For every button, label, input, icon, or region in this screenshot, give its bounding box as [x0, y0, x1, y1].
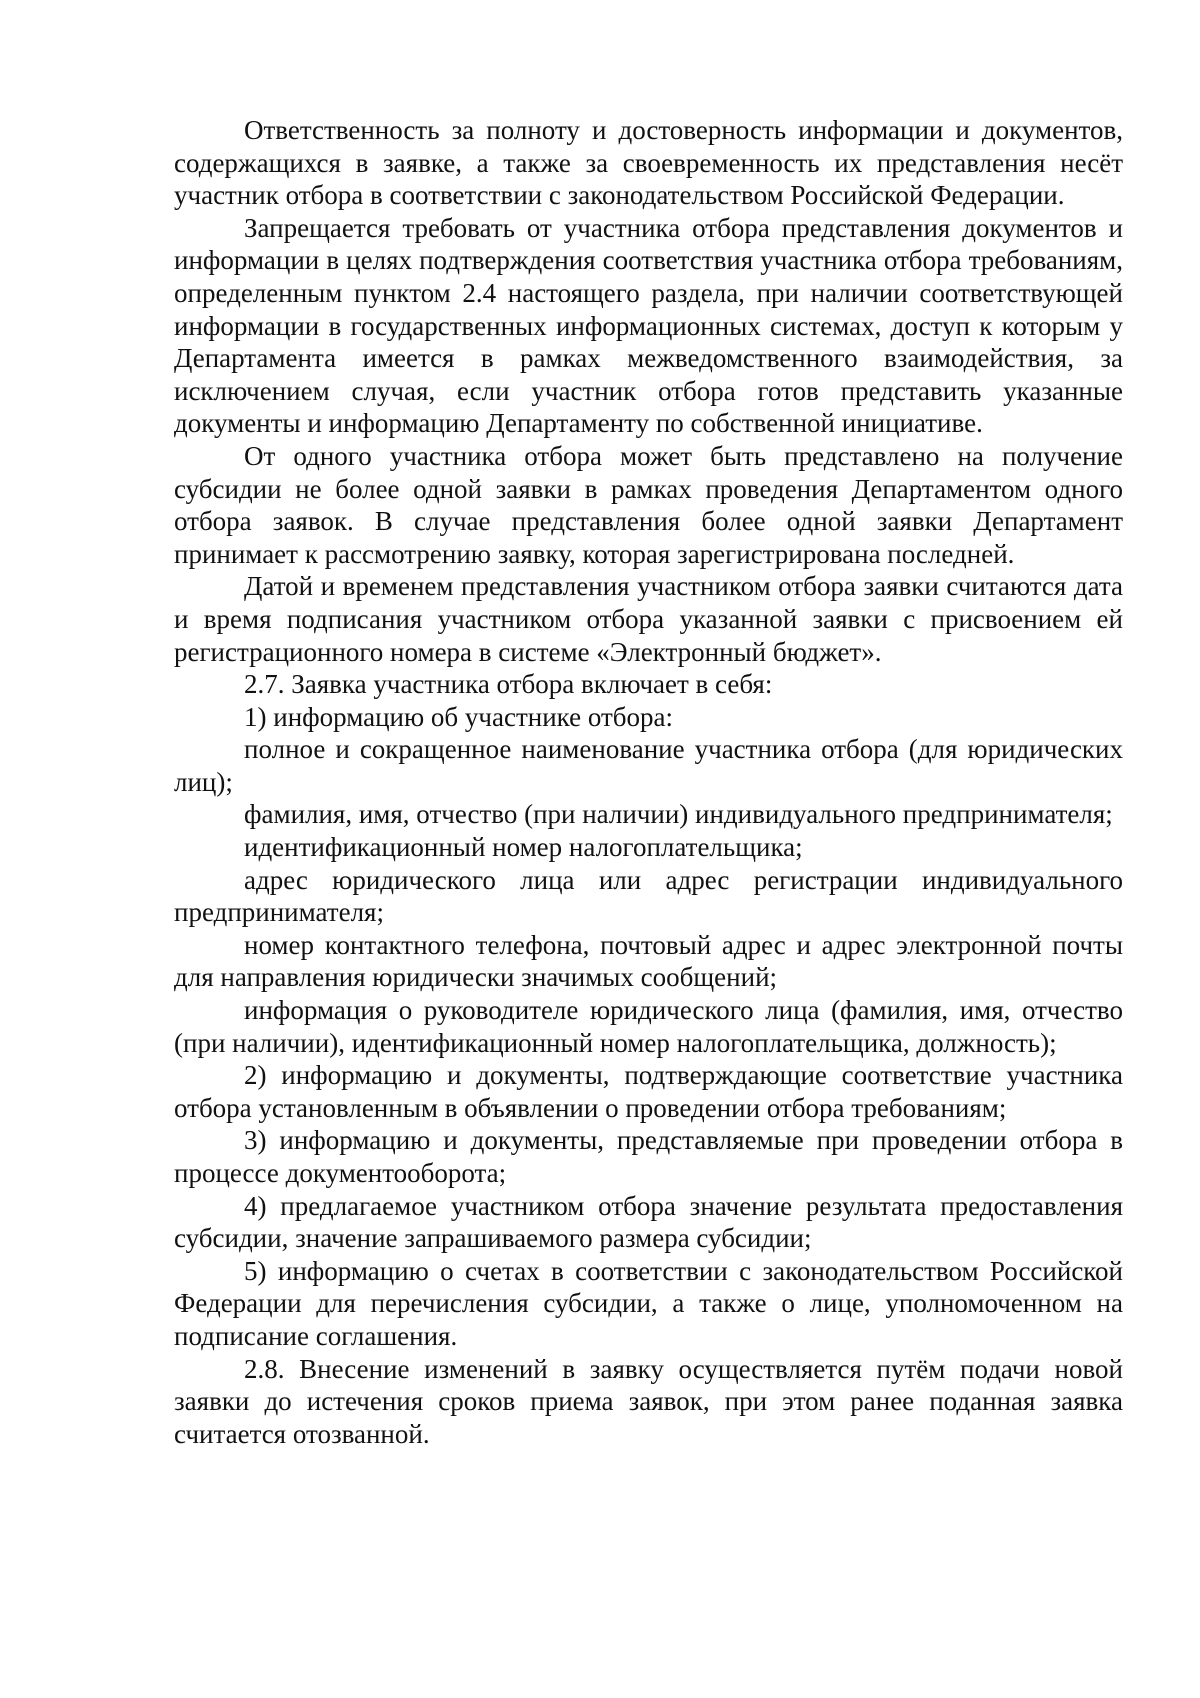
sub-item-director: информация о руководителе юридического лица (фамилия, имя, отчество (при наличии), идентификационный номер налогоплательщика, должность);: [174, 995, 1123, 1058]
document-page: [174, 114, 1123, 1450]
paragraph-clause-2-8: 2.8. Внесение изменений в заявку осуществляется путём подачи новой заявки до истечения сроков приема заявок, при этом ранее поданная заявка считается отозванной.: [174, 1353, 1123, 1449]
sub-item-fio: фамилия, имя, отчество (при наличии) индивидуального предпринимателя;: [244, 799, 1113, 830]
sub-item-address: адрес юридического лица или адрес регистрации индивидуального предпринимателя;: [174, 864, 1123, 928]
sub-item-inn: идентификационный номер налогоплательщика;: [244, 832, 803, 863]
list-item-5: 5) информацию о счетах в соответствии с законодательством Российской Федерации для перечисления субсидии, а также о лице, уполномоченном на подписание соглашения.: [174, 1255, 1123, 1351]
paragraph-clause-2-7: 2.7. Заявка участника отбора включает в себя:: [244, 669, 773, 700]
sub-item-name: полное и сокращенное наименование участника отбора (для юридических лиц);: [174, 734, 1123, 797]
list-item-4: 4) предлагаемое участником отбора значение результата предоставления субсидии, значение запрашиваемого размера субсидии;: [174, 1190, 1123, 1254]
list-item-3: 3) информацию и документы, представляемые при проведении отбора в процессе документооборота;: [174, 1125, 1123, 1188]
paragraph-single-application: От одного участника отбора может быть представлено на получение субсидии не более одной заявки в рамках проведения Департаментом одного отбора заявок. В случае представления более одной заявки Департамент принимает к рассмотрению заявку, которая зарегистрирована последней.: [174, 440, 1123, 569]
list-item-1: 1) информацию об участнике отбора:: [244, 701, 674, 732]
list-item-2: 2) информацию и документы, подтверждающие соответствие участника отбора установленным в объявлении о проведении отбора требованиям;: [174, 1060, 1123, 1123]
paragraph-responsibility: Ответственность за полноту и достоверность информации и документов, содержащихся в заявке, а также за своевременность их представления несёт участник отбора в соответствии с законодательством Российской Федерации.: [174, 115, 1123, 211]
paragraph-prohibition: Запрещается требовать от участника отбора представления документов и информации в целях подтверждения соответствия участника отбора требованиям, определенным пунктом 2.4 настоящего раздела, при наличии соответствующей информации в государственных информационных системах, доступ к которым у Департамента имеется в рамках межведомственного взаимодействия, за исключением случая, если участник отбора готов представить указанные документы и информацию Департаменту по собственной инициативе.: [174, 212, 1123, 439]
sub-item-contacts: номер контактного телефона, почтовый адрес и адрес электронной почты для направления юридически значимых сообщений;: [174, 929, 1123, 993]
paragraph-submission-date: Датой и временем представления участником отбора заявки считаются дата и время подписания участником отбора указанной заявки с присвоением ей регистрационного номера в системе «Электронный бюджет».: [174, 571, 1123, 667]
